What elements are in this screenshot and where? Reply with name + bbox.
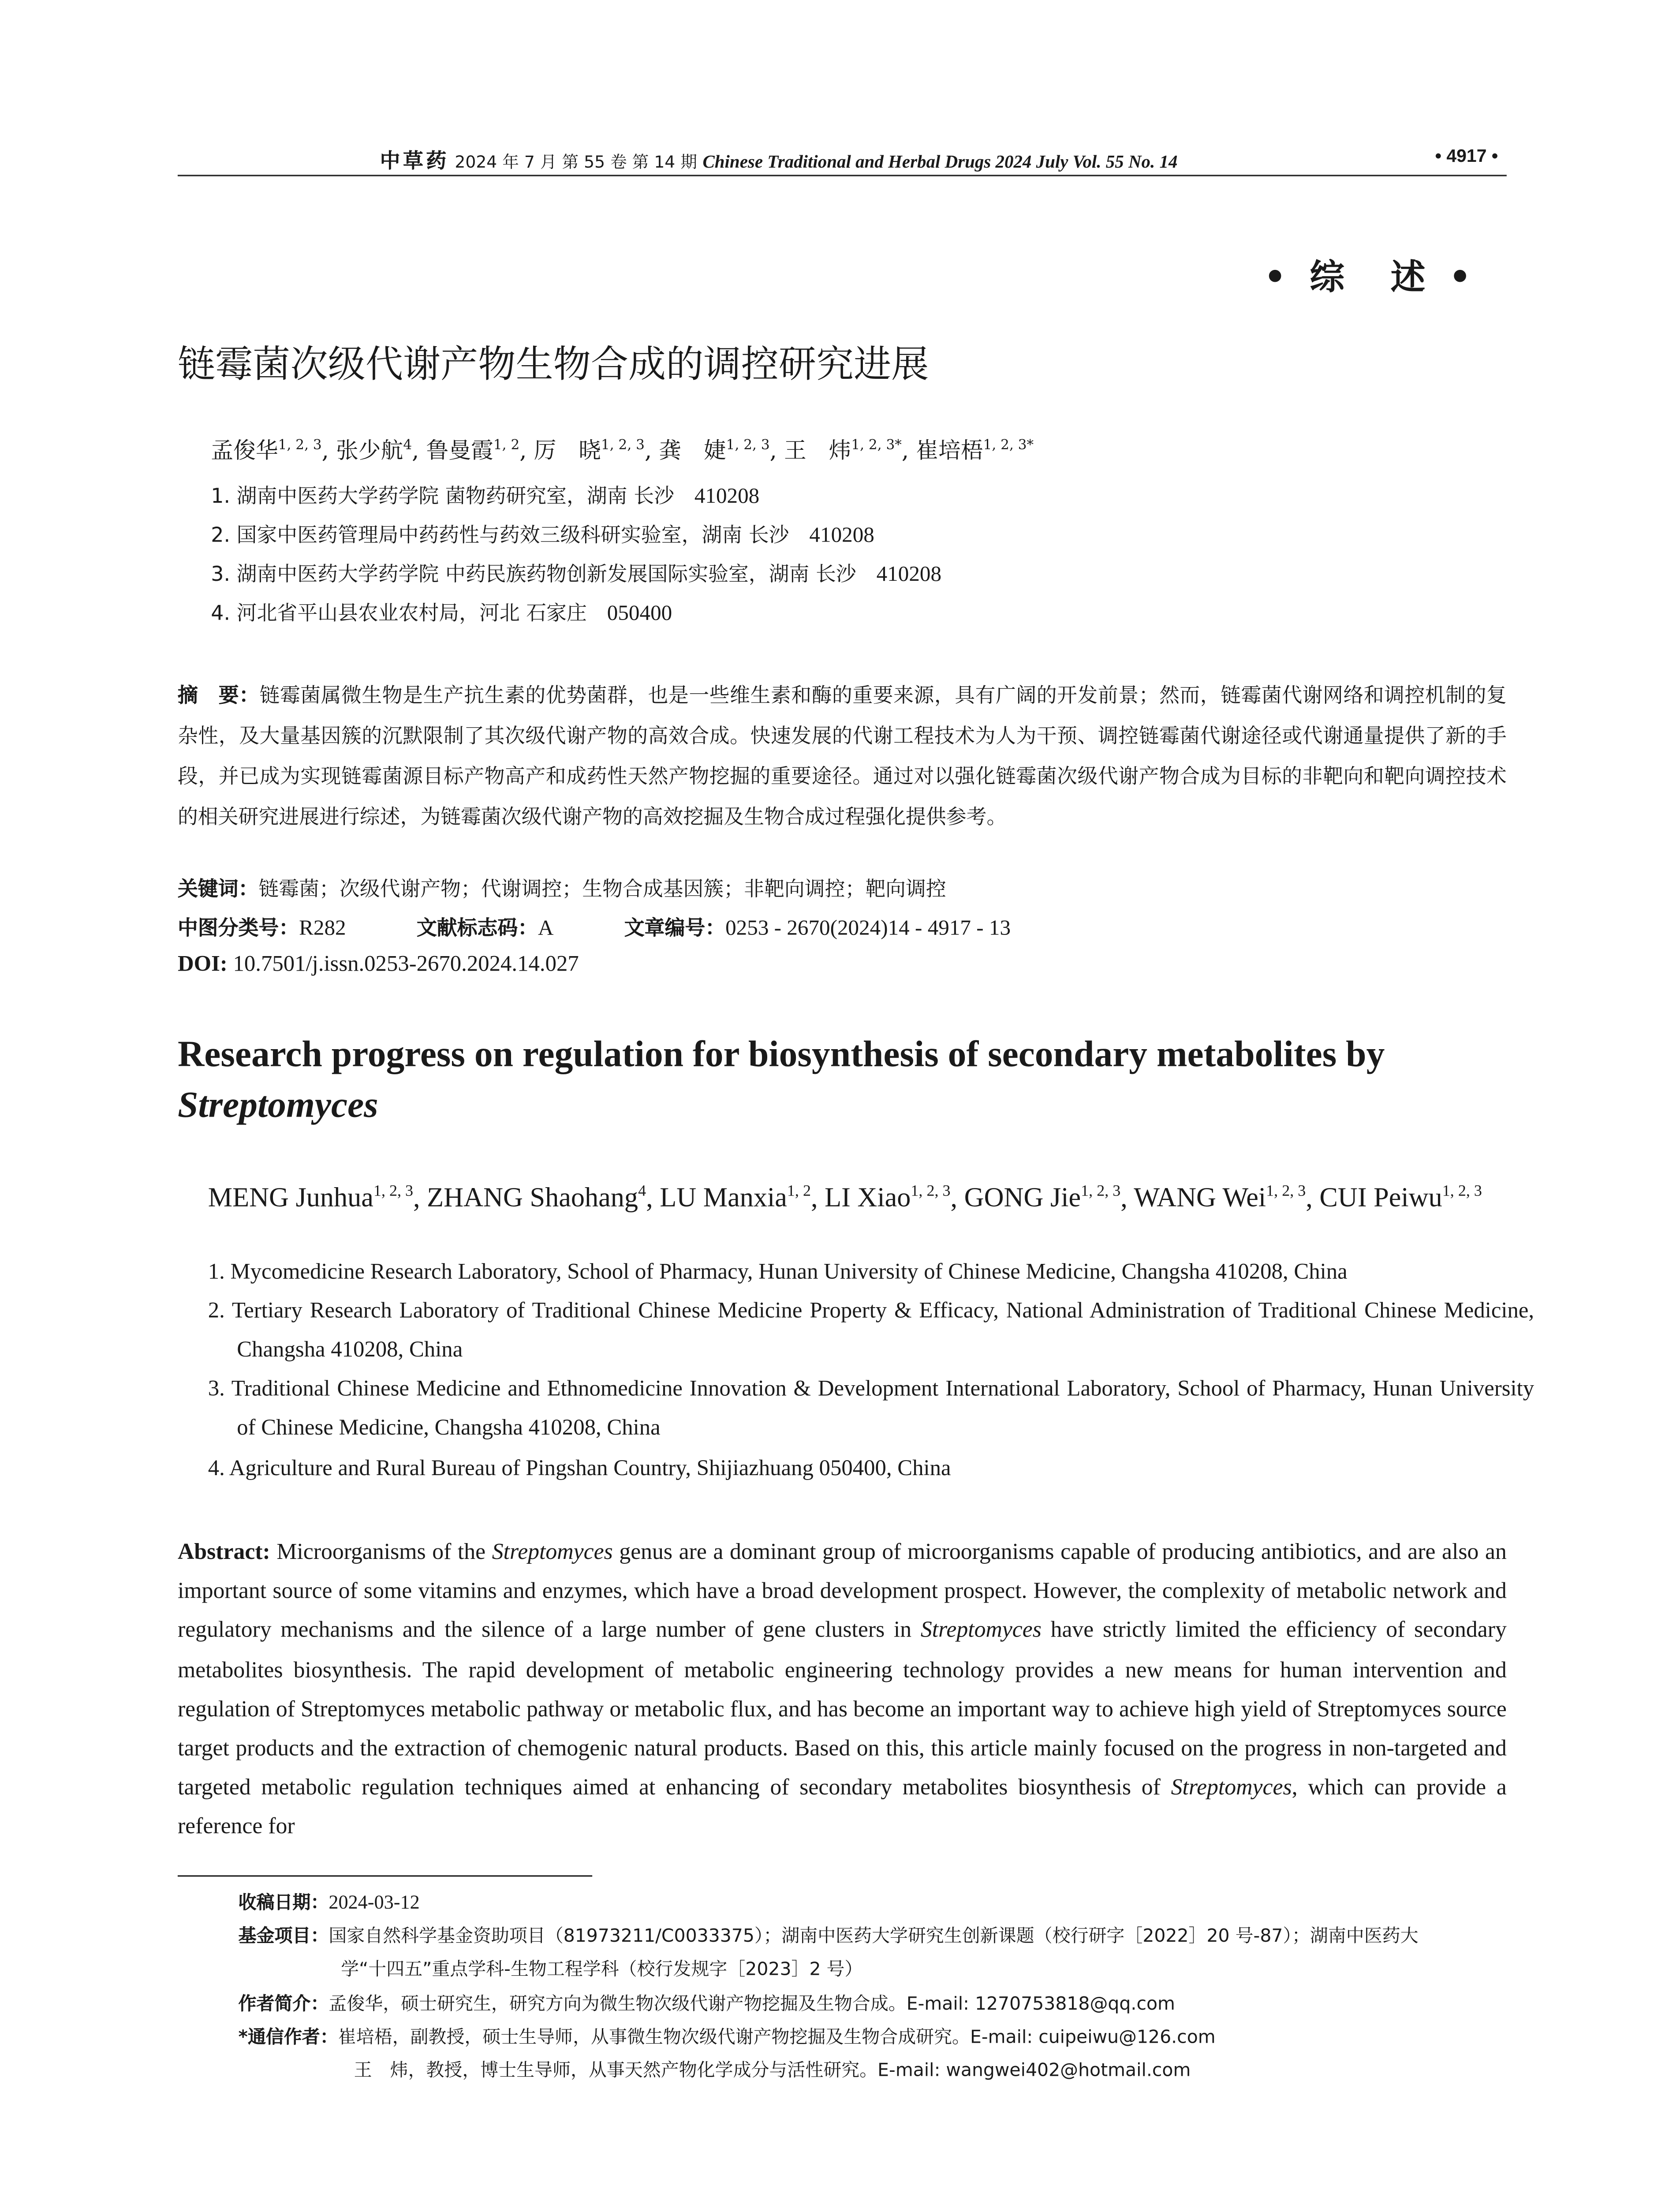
author-cn-affiliation-mark: 1, 2, 3 [601,437,645,454]
title-en [178,1029,1507,1130]
issue-en: Chinese Traditional and Herbal Drugs 2024 July Vol. 55 No. 14 [702,151,1178,172]
footnote-rule [178,1875,592,1876]
author-cn-name: 张少航 [336,437,403,464]
footnote-fund [239,1921,1419,1947]
journal-logo: 中草药 [380,150,449,174]
author-cn [659,438,769,464]
author-en [427,1184,646,1214]
author-en-affiliation-mark: 1, 2 [787,1183,811,1201]
author-cn-name: 王 炜 [784,437,851,464]
doi-value[interactable]: 10.7501/j.issn.0253-2670.2024.14.027 [233,952,579,977]
doi-label: DOI: [177,952,228,977]
abstract-en-label: Abstract: [177,1540,270,1565]
affiliation-cn-4: 4. 河北省平山县农业农村局，河北 石家庄 050400 [211,602,672,626]
author-cn-affiliation-mark: 1, 2 [493,437,520,454]
title-en-italic: Streptomyces [177,1084,378,1126]
article-no-value: 0253 - 2670(2024)14 - 4917 - 13 [725,917,1011,941]
author-cn-name: 厉 晓 [534,437,601,464]
author-en-name: LI Xiao [825,1184,911,1214]
abstract-cn [178,676,1507,838]
author-en-affiliation-mark: 1, 2, 3 [373,1183,414,1201]
received-value: 2024-03-12 [329,1891,420,1913]
author-en [660,1184,811,1214]
author-cn-name: 鲁曼霞 [426,437,493,464]
classification-line [178,913,1011,942]
author-en [964,1184,1121,1214]
author-cn [426,438,519,464]
keywords-cn [178,874,946,903]
header-rule [178,175,1507,176]
authors-cn: 孟俊华$^{1, 2, 3}$, 张少航$^4$, 鲁曼霞$^{1, 2}$, 厉 晓$^{1, 2, 3}$, 龚 婕$^{1, 2, 3}$, 王 炜$^{1, 2, 3*}$, 崔培梧$^{1, 2, 3*}$ [211,437,1034,464]
affiliation-en-2: 2. Tertiary Research Laboratory of Traditional Chinese Medicine Property & Efficacy, National Administration of Traditional Chinese Medicine, Changsha 410208, China [208,1299,1534,1363]
author-cn [784,438,902,464]
author-en-name: WANG Wei [1134,1184,1266,1214]
author-cn-affiliation-mark: 1, 2, 3* [851,437,902,454]
author-cn-name: 龚 婕 [659,437,726,464]
affiliation-cn-1: 1. 湖南中医药大学药学院 菌物药研究室，湖南 长沙 410208 [211,485,760,509]
author-cn-name: 崔培梧 [916,437,983,464]
author-en-affiliation-mark: 1, 2, 3 [911,1183,951,1201]
author-cn [916,438,1034,464]
header-center [380,146,1178,175]
author-cn [336,438,412,464]
abstract-en-text: , which can provide a reference for [177,1775,1507,1840]
author-cn-affiliation-mark: 1, 2, 3 [278,437,322,454]
affiliation-en-4: 4. Agriculture and Rural Bureau of Pingshan Country, Shijiazhuang 050400, China [208,1456,951,1481]
author-en-affiliation-mark: 1, 2, 3 [1442,1183,1482,1201]
footnote-received [239,1888,420,1914]
author-cn-affiliation-mark: 1, 2, 3* [983,437,1034,454]
running-header [178,146,1507,175]
doc-code-label: 文献标志码： [416,917,538,941]
doi-line [178,952,579,978]
author-bio-text: 孟俊华，硕士研究生，研究方向为微生物次级代谢产物挖掘及生物合成。E-mail: 1270753818@qq.com [329,1992,1175,2014]
author-en [1319,1184,1482,1214]
author-en-name: MENG Junhua [208,1184,373,1214]
author-en-name: ZHANG Shaohang [427,1184,638,1214]
issue-cn: 2024 年 7 月 第 55 卷 第 14 期 [455,151,697,172]
author-cn [211,438,321,464]
author-en [1134,1184,1306,1214]
abstract-en-italic: Streptomyces [920,1618,1042,1644]
affiliation-en-1: 1. Mycomedicine Research Laboratory, School of Pharmacy, Hunan University of Chinese Medicine, Changsha 410208, China [208,1259,1348,1285]
section-tag: • 综 述 • [1264,255,1477,298]
corresponding-label: *通信作者： [238,2025,338,2048]
author-en-affiliation-mark: 1, 2, 3 [1081,1183,1121,1201]
author-en-name: CUI Peiwu [1319,1184,1442,1214]
keywords-text: 链霉菌；次级代谢产物；代谢调控；生物合成基因簇；非靶向调控；靶向调控 [258,878,946,902]
abstract-cn-text: 链霉菌属微生物是生产抗生素的优势菌群，也是一些维生素和酶的重要来源，具有广阔的开发前景；然而，链霉菌代谢网络和调控机制的复杂性，及大量基因簇的沉默限制了其次级代谢产物的高效合成。快速发展的代谢工程技术为人为干预、调控链霉菌代谢途径或代谢通量提供了新的手段，并已成为实现链霉菌源目标产物高产和成药性天然产物挖掘的重要途径。通过对以强化链霉菌次级代谢产物合成为目标的非靶向和靶向调控技术的相关研究进展进行综述，为链霉菌次级代谢产物的高效挖掘及生物合成过程强化提供参考。 [177,684,1507,830]
author-cn-affiliation-mark: 1, 2, 3 [726,437,770,454]
author-en-name: GONG Jie [964,1184,1081,1214]
article-no-label: 文章编号： [624,917,726,941]
authors-en: MENG Junhua$^{1, 2, 3}$, ZHANG Shaohang$^4$, LU Manxia$^{1, 2}$, LI Xiao$^{1, 2, 3}$, GONG Jie$^{1, 2, 3}$, WANG Wei$^{1, 2, 3}$, CUI Peiwu$^{1, 2, 3}$ [208,1183,1482,1214]
affiliation-en-3: 3. Traditional Chinese Medicine and Ethnomedicine Innovation & Development International Laboratory, School of Pharmacy, Hunan University of Chinese Medicine, Changsha 410208, China [208,1377,1534,1441]
author-en [825,1184,950,1214]
abstract-en-text: genus are a dominant group of microorganisms capable of producing antibiotics, and are also an important source of some vitamins and enzymes, which have a broad development prospect. However, the complexity of metabolic network and regulatory mechanisms and the silence of a large number of gene clusters in [177,1540,1507,1644]
abstract-en-text: have strictly limited the efficiency of secondary metabolites biosynthesis. The rapid development of metabolic engineering technology provides a new means for human intervention and regulation of Streptomyces metabolic pathway or metabolic flux, and has become an important way to achieve high yield of Streptomyces source target products and the extraction of chemogenic natural products. Based on this, this article mainly focused on the progress in non-targeted and targeted metabolic regulation techniques aimed at enhancing of secondary metabolites biosynthesis of [177,1618,1507,1801]
footnote-author [239,1989,1175,2015]
received-label: 收稿日期： [238,1891,329,1913]
author-cn [534,438,645,464]
abstract-cn-label: 摘 要： [177,684,260,708]
abstract-en-text: Microorganisms of the [270,1540,492,1565]
title-en-main: Research progress on regulation for biosynthesis of secondary metabolites by [177,1033,1385,1075]
footnote-fund-cont: 学“十四五”重点学科-生物工程学科（校行发规字［2023］2 号） [341,1957,863,1980]
author-en-affiliation-mark: 1, 2, 3 [1266,1183,1306,1201]
author-en [208,1184,413,1214]
abstract-en-italic: Streptomyces [492,1540,613,1565]
title-cn: 链霉菌次级代谢产物生物合成的调控研究进展 [177,344,929,387]
footnote-corresponding-2: 王 炜，教授，博士生导师，从事天然产物化学成分与活性研究。E-mail: wangwei402@hotmail.com [354,2059,1191,2081]
doc-code-value: A [538,917,554,941]
affiliation-cn-2: 2. 国家中医药管理局中药药性与药效三级科研实验室，湖南 长沙 410208 [211,524,874,548]
affiliation-cn-3: 3. 湖南中医药大学药学院 中药民族药物创新发展国际实验室，湖南 长沙 410208 [211,563,942,587]
page-number: • 4917 • [1435,146,1498,166]
fund-line-1: 国家自然科学基金资助项目（81973211/C0033375）；湖南中医药大学研究生创新课题（校行研字［2022］20 号-87）；湖南中医药大 [329,1924,1419,1946]
fund-label: 基金项目： [238,1924,329,1946]
author-bio-label: 作者简介： [238,1992,329,2014]
author-en-affiliation-mark: 4 [638,1183,646,1201]
clc-label: 中图分类号： [177,917,299,941]
keywords-label: 关键词： [177,878,259,902]
clc-value: R282 [299,917,346,941]
author-en-name: LU Manxia [660,1184,787,1214]
corresponding-line-1: 崔培梧，副教授，硕士生导师，从事微生物次级代谢产物挖掘及生物合成研究。E-mail: cuipeiwu@126.com [338,2025,1216,2048]
abstract-en-italic: Streptomyces [1171,1775,1292,1801]
abstract-en [178,1533,1507,1847]
author-cn-affiliation-mark: 4 [403,437,412,454]
footnote-corresponding [239,2022,1216,2048]
author-cn-name: 孟俊华 [211,437,278,464]
